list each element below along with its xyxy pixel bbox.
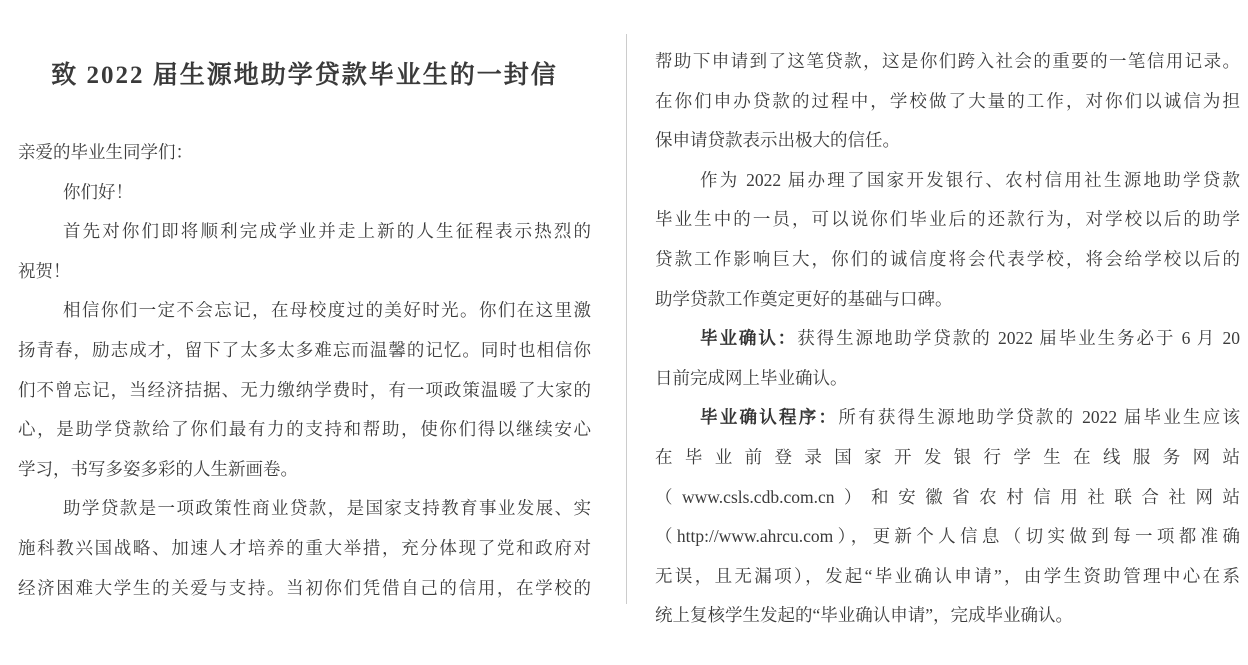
text-line: 施科教兴国战略、加速人才培养的重大举措，充分体现了党和政府对 bbox=[18, 537, 591, 558]
text-line: 你们好！ bbox=[63, 181, 133, 202]
bold-run-in-heading: 毕业确认程序： bbox=[700, 407, 839, 428]
text-line: 保申请贷款表示出极大的信任。 bbox=[655, 130, 900, 151]
text-line: 祝贺！ bbox=[18, 260, 71, 281]
text-line: 毕业确认：获得生源地助学贷款的 2022 届毕业生务必于 6 月 20 bbox=[700, 328, 1241, 349]
text-line: 作为 2022 届办理了国家开发银行、农村信用社生源地助学贷款 bbox=[700, 169, 1240, 190]
column-divider bbox=[626, 34, 627, 604]
text-line: （www.csls.cdb.com.cn）和安徽省农村信用社联合社网站 bbox=[655, 486, 1240, 507]
text-line: 扬青春，励志成才，留下了太多太多难忘而温馨的记忆。同时也相信你 bbox=[18, 339, 591, 360]
letter-title: 致 2022 届生源地助学贷款毕业生的一封信 bbox=[51, 62, 558, 89]
text-line: 助学贷款工作奠定更好的基础与口碑。 bbox=[655, 288, 953, 309]
text-line: 毕业生中的一员，可以说你们毕业后的还款行为，对学校以后的助学 bbox=[655, 209, 1240, 230]
text-line: 统上复核学生发起的“毕业确认申请”，完成毕业确认。 bbox=[655, 605, 1074, 626]
text-line: 在你们申办贷款的过程中，学校做了大量的工作，对你们以诚信为担 bbox=[655, 90, 1240, 111]
text-line: 在毕业前登录国家开发银行学生在线服务网站 bbox=[655, 446, 1240, 467]
text-line: 亲爱的毕业生同学们： bbox=[18, 142, 193, 162]
text-line: 们不曾忘记，当经济拮据、无力缴纳学费时，有一项政策温暖了大家的 bbox=[18, 379, 591, 400]
text-line: 首先对你们即将顺利完成学业并走上新的人生征程表示热烈的 bbox=[63, 221, 591, 242]
text-line: 日前完成网上毕业确认。 bbox=[655, 367, 848, 388]
text-line: 心，是助学贷款给了你们最有力的支持和帮助，使你们得以继续安心 bbox=[18, 419, 591, 440]
left-column bbox=[18, 133, 591, 608]
text-line: 助学贷款是一项政策性商业贷款，是国家支持教育事业发展、实 bbox=[63, 498, 591, 519]
text-line: 帮助下申请到了这笔贷款，这是你们跨入社会的重要的一笔信用记录。 bbox=[655, 51, 1240, 71]
text-line: 相信你们一定不会忘记，在母校度过的美好时光。你们在这里激 bbox=[63, 300, 591, 321]
text-line: 学习，书写多姿多彩的人生新画卷。 bbox=[18, 458, 298, 479]
right-column bbox=[655, 42, 1240, 636]
text-line: （http://www.ahrcu.com），更新个人信息（切实做到每一项都准确 bbox=[655, 526, 1240, 547]
text-line: 毕业确认程序：所有获得生源地助学贷款的 2022 届毕业生应该 bbox=[700, 407, 1241, 428]
bold-run-in-heading: 毕业确认： bbox=[700, 328, 798, 349]
text-line: 无误，且无漏项），发起“毕业确认申请”，由学生资助管理中心在系 bbox=[655, 565, 1240, 586]
text-line: 经济困难大学生的关爱与支持。当初你们凭借自己的信用，在学校的 bbox=[18, 577, 591, 598]
text-line: 贷款工作影响巨大，你们的诚信度将会代表学校，将会给学校以后的 bbox=[655, 248, 1240, 269]
